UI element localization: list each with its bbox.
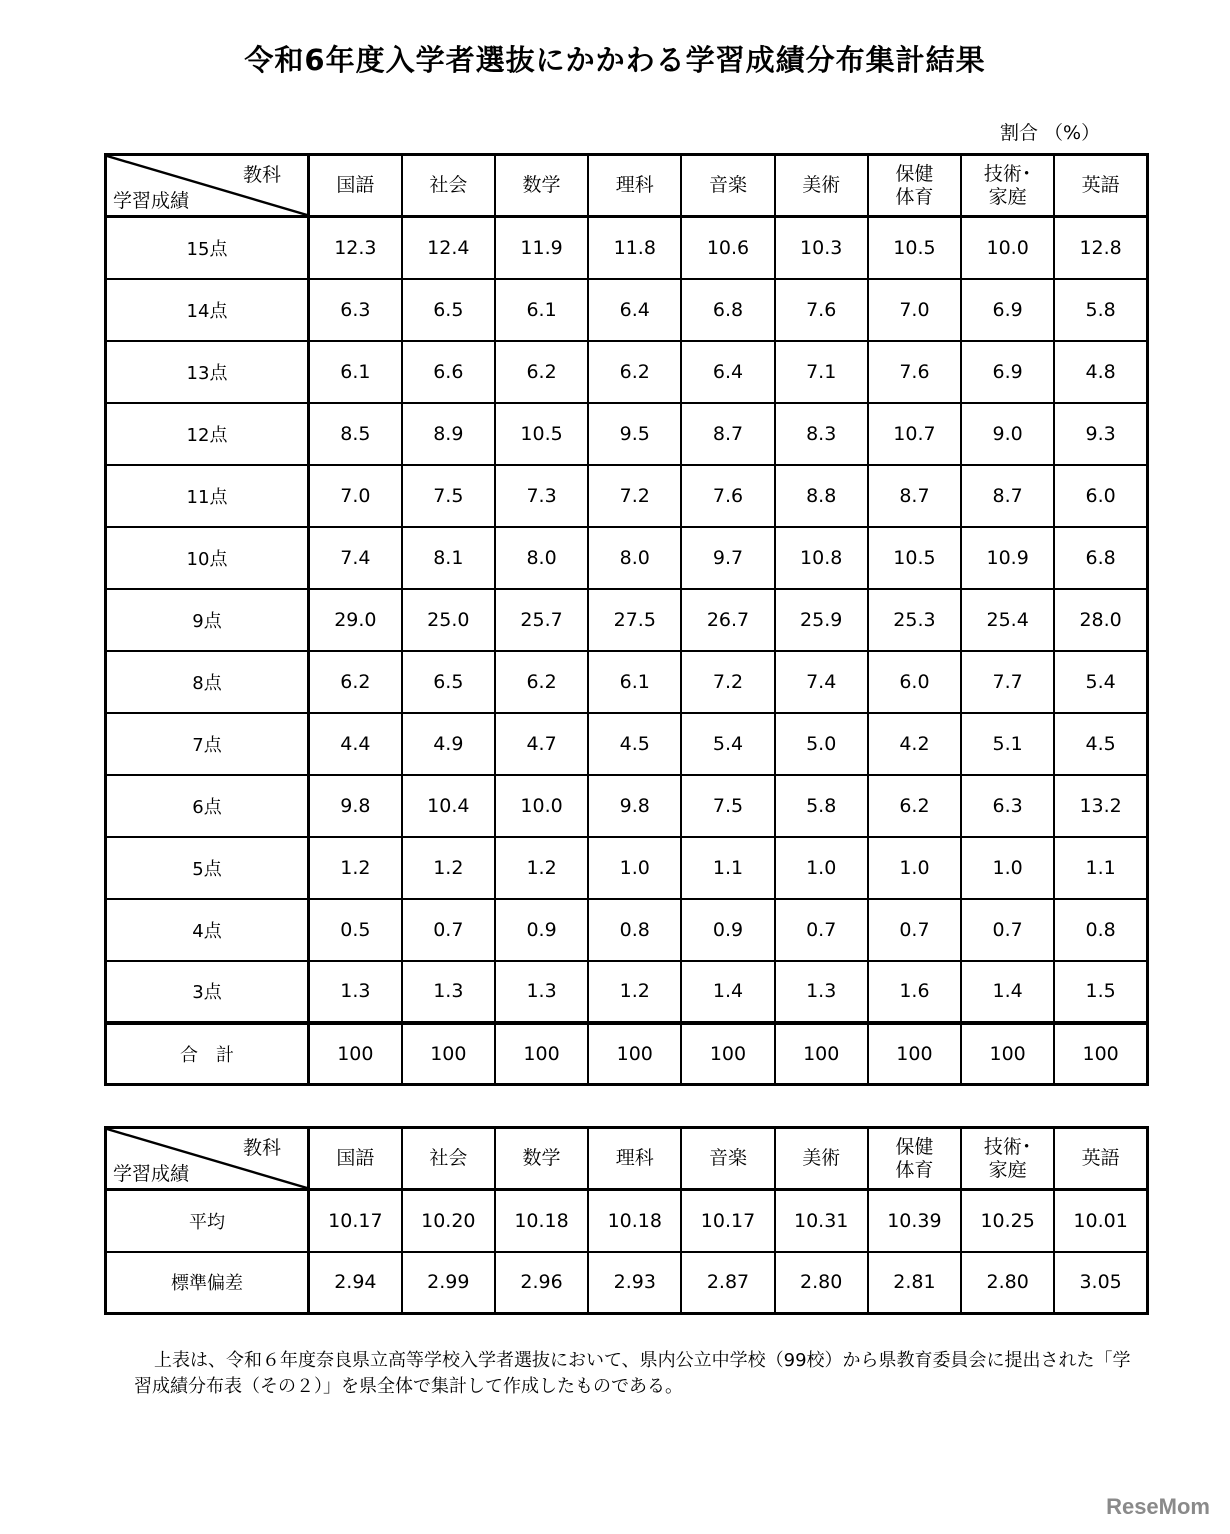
table-cell: 5.0	[775, 713, 868, 775]
table-cell: 10.7	[868, 403, 961, 465]
table-row	[106, 837, 1148, 899]
total-cell: 100	[775, 1023, 868, 1085]
table-cell: 25.7	[495, 589, 588, 651]
table-row	[106, 899, 1148, 961]
table-cell: 10.39	[868, 1190, 961, 1252]
resemom-logo: ReseMom	[1106, 1494, 1210, 1519]
total-cell: 100	[309, 1023, 402, 1085]
row-label: 11点	[106, 465, 309, 527]
total-cell: 100	[681, 1023, 774, 1085]
table-cell: 8.7	[961, 465, 1054, 527]
table-cell: 6.2	[868, 775, 961, 837]
table-cell: 9.7	[681, 527, 774, 589]
subject-header: 音楽	[681, 155, 774, 217]
table-row	[106, 465, 1148, 527]
corner-grade-label: 学習成績	[113, 190, 190, 212]
table-cell: 5.8	[1054, 279, 1147, 341]
row-label: 平均	[106, 1190, 309, 1252]
table-cell: 6.9	[961, 279, 1054, 341]
table-cell: 26.7	[681, 589, 774, 651]
table-row	[106, 217, 1148, 279]
table-cell: 6.9	[961, 341, 1054, 403]
table-cell: 0.8	[588, 899, 681, 961]
subject-header: 国語	[309, 1128, 402, 1190]
table-cell: 4.7	[495, 713, 588, 775]
table-cell: 6.0	[1054, 465, 1147, 527]
corner-header-cell	[106, 1128, 309, 1190]
table-header-row	[106, 1128, 1148, 1190]
table-cell: 10.17	[681, 1190, 774, 1252]
table-cell: 7.4	[775, 651, 868, 713]
row-label: 14点	[106, 279, 309, 341]
table-cell: 10.5	[495, 403, 588, 465]
table-cell: 7.5	[681, 775, 774, 837]
table-cell: 6.5	[402, 279, 495, 341]
table-cell: 8.7	[868, 465, 961, 527]
table-cell: 7.3	[495, 465, 588, 527]
table-cell: 7.0	[868, 279, 961, 341]
table-cell: 2.80	[775, 1252, 868, 1314]
table-cell: 6.3	[961, 775, 1054, 837]
total-cell: 100	[588, 1023, 681, 1085]
table-cell: 6.1	[495, 279, 588, 341]
table-cell: 1.4	[681, 961, 774, 1023]
table-cell: 1.3	[495, 961, 588, 1023]
footnote: 上表は、令和６年度奈良県立高等学校入学者選抜において、県内公立中学校（99校）から県教育委員会に提出された「学習成績分布表（その２）」を県全体で集計して作成したものである。	[134, 1350, 1131, 1397]
table-row	[106, 651, 1148, 713]
subject-header: 社会	[402, 1128, 495, 1190]
table-cell: 10.18	[588, 1190, 681, 1252]
table-cell: 7.1	[775, 341, 868, 403]
table-cell: 11.9	[495, 217, 588, 279]
table-cell: 10.25	[961, 1190, 1054, 1252]
table-cell: 6.1	[588, 651, 681, 713]
table-cell: 7.2	[588, 465, 681, 527]
subject-header: 理科	[588, 1128, 681, 1190]
table-cell: 2.80	[961, 1252, 1054, 1314]
table-cell: 7.6	[681, 465, 774, 527]
table-cell: 4.2	[868, 713, 961, 775]
table-cell: 10.3	[775, 217, 868, 279]
table-cell: 1.3	[775, 961, 868, 1023]
table-cell: 1.4	[961, 961, 1054, 1023]
row-label: 10点	[106, 527, 309, 589]
subject-header: 数学	[495, 1128, 588, 1190]
table-cell: 2.93	[588, 1252, 681, 1314]
table-cell: 1.0	[868, 837, 961, 899]
table-cell: 10.20	[402, 1190, 495, 1252]
table-cell: 8.3	[775, 403, 868, 465]
corner-header-cell	[106, 155, 309, 217]
table-cell: 6.4	[588, 279, 681, 341]
table-cell: 7.4	[309, 527, 402, 589]
corner-subject-label: 教科	[242, 164, 281, 186]
table-cell: 1.6	[868, 961, 961, 1023]
table-row	[106, 713, 1148, 775]
table-cell: 1.2	[588, 961, 681, 1023]
table-cell: 4.9	[402, 713, 495, 775]
table-cell: 1.2	[495, 837, 588, 899]
subject-header: 音楽	[681, 1128, 774, 1190]
table-cell: 6.2	[495, 651, 588, 713]
table-cell: 11.8	[588, 217, 681, 279]
table-cell: 9.8	[588, 775, 681, 837]
table-cell: 9.3	[1054, 403, 1147, 465]
total-label: 合 計	[106, 1023, 309, 1085]
row-label: 12点	[106, 403, 309, 465]
row-label: 9点	[106, 589, 309, 651]
table-cell: 2.96	[495, 1252, 588, 1314]
table-cell: 1.0	[588, 837, 681, 899]
table-cell: 8.0	[588, 527, 681, 589]
table-header-row	[106, 155, 1148, 217]
table-cell: 9.0	[961, 403, 1054, 465]
total-cell: 100	[868, 1023, 961, 1085]
table-row	[106, 279, 1148, 341]
table-cell: 12.8	[1054, 217, 1147, 279]
table-cell: 10.6	[681, 217, 774, 279]
table-cell: 10.5	[868, 527, 961, 589]
row-label: 4点	[106, 899, 309, 961]
table-cell: 1.2	[402, 837, 495, 899]
table-cell: 7.7	[961, 651, 1054, 713]
total-cell: 100	[402, 1023, 495, 1085]
table-cell: 1.3	[309, 961, 402, 1023]
table-cell: 6.0	[868, 651, 961, 713]
table-row	[106, 341, 1148, 403]
subject-header: 技術･ 家庭	[961, 1128, 1054, 1190]
subject-header: 保健 体育	[868, 155, 961, 217]
table-cell: 4.5	[1054, 713, 1147, 775]
table-cell: 2.99	[402, 1252, 495, 1314]
table-cell: 0.7	[868, 899, 961, 961]
row-label: 標準偏差	[106, 1252, 309, 1314]
subject-header: 美術	[775, 1128, 868, 1190]
row-label: 13点	[106, 341, 309, 403]
table-cell: 2.94	[309, 1252, 402, 1314]
table-cell: 0.7	[775, 899, 868, 961]
table-cell: 0.7	[402, 899, 495, 961]
table-cell: 1.0	[775, 837, 868, 899]
table-cell: 6.5	[402, 651, 495, 713]
table-cell: 9.8	[309, 775, 402, 837]
table-cell: 7.0	[309, 465, 402, 527]
table-cell: 28.0	[1054, 589, 1147, 651]
table-cell: 25.3	[868, 589, 961, 651]
table-cell: 1.1	[681, 837, 774, 899]
subject-header: 英語	[1054, 155, 1147, 217]
subject-header: 社会	[402, 155, 495, 217]
corner-grade-label: 学習成績	[113, 1163, 190, 1185]
table-row	[106, 589, 1148, 651]
table-cell: 7.5	[402, 465, 495, 527]
table-cell: 6.1	[309, 341, 402, 403]
table-cell: 0.9	[681, 899, 774, 961]
table-row	[106, 961, 1148, 1023]
table-cell: 0.9	[495, 899, 588, 961]
table-cell: 25.0	[402, 589, 495, 651]
table-cell: 6.8	[1054, 527, 1147, 589]
table-cell: 1.1	[1054, 837, 1147, 899]
table-cell: 5.1	[961, 713, 1054, 775]
table-cell: 27.5	[588, 589, 681, 651]
table-row	[106, 527, 1148, 589]
table-cell: 5.8	[775, 775, 868, 837]
table-cell: 8.0	[495, 527, 588, 589]
table-cell: 13.2	[1054, 775, 1147, 837]
table-row	[106, 403, 1148, 465]
page-title: 令和6年度入学者選抜にかかわる学習成績分布集計結果	[244, 43, 986, 77]
table-cell: 0.5	[309, 899, 402, 961]
table-cell: 29.0	[309, 589, 402, 651]
table-cell: 10.0	[961, 217, 1054, 279]
table-cell: 0.7	[961, 899, 1054, 961]
table-cell: 8.5	[309, 403, 402, 465]
table-cell: 10.8	[775, 527, 868, 589]
row-label: 8点	[106, 651, 309, 713]
row-label: 7点	[106, 713, 309, 775]
table-cell: 3.05	[1054, 1252, 1147, 1314]
table-cell: 10.9	[961, 527, 1054, 589]
table-row	[106, 1252, 1148, 1314]
total-cell: 100	[961, 1023, 1054, 1085]
table-cell: 4.8	[1054, 341, 1147, 403]
unit-label: 割合 （%）	[1000, 122, 1101, 144]
subject-header: 技術･ 家庭	[961, 155, 1054, 217]
table-cell: 9.5	[588, 403, 681, 465]
row-label: 5点	[106, 837, 309, 899]
table-cell: 10.5	[868, 217, 961, 279]
total-row	[106, 1023, 1148, 1085]
table-cell: 8.1	[402, 527, 495, 589]
table-cell: 6.3	[309, 279, 402, 341]
stats-table	[104, 1126, 1149, 1315]
table-cell: 1.5	[1054, 961, 1147, 1023]
row-label: 3点	[106, 961, 309, 1023]
table-cell: 8.7	[681, 403, 774, 465]
table-cell: 7.6	[775, 279, 868, 341]
subject-header: 理科	[588, 155, 681, 217]
table-cell: 7.6	[868, 341, 961, 403]
table-cell: 10.31	[775, 1190, 868, 1252]
table-cell: 0.8	[1054, 899, 1147, 961]
table-cell: 6.2	[588, 341, 681, 403]
table-cell: 6.6	[402, 341, 495, 403]
total-cell: 100	[1054, 1023, 1147, 1085]
distribution-table	[104, 153, 1149, 1086]
table-cell: 1.2	[309, 837, 402, 899]
table-cell: 6.4	[681, 341, 774, 403]
table-cell: 6.2	[495, 341, 588, 403]
corner-subject-label: 教科	[242, 1137, 281, 1159]
subject-header: 美術	[775, 155, 868, 217]
table-cell: 1.0	[961, 837, 1054, 899]
subject-header: 数学	[495, 155, 588, 217]
table-cell: 4.5	[588, 713, 681, 775]
table-cell: 8.9	[402, 403, 495, 465]
table-cell: 7.2	[681, 651, 774, 713]
table-row	[106, 1190, 1148, 1252]
subject-header: 英語	[1054, 1128, 1147, 1190]
table-cell: 10.4	[402, 775, 495, 837]
table-row	[106, 775, 1148, 837]
total-cell: 100	[495, 1023, 588, 1085]
table-cell: 10.18	[495, 1190, 588, 1252]
table-cell: 1.3	[402, 961, 495, 1023]
table-cell: 12.4	[402, 217, 495, 279]
table-cell: 8.8	[775, 465, 868, 527]
table-cell: 10.01	[1054, 1190, 1147, 1252]
table-cell: 6.8	[681, 279, 774, 341]
table-cell: 2.87	[681, 1252, 774, 1314]
table-cell: 2.81	[868, 1252, 961, 1314]
table-cell: 5.4	[681, 713, 774, 775]
table-cell: 5.4	[1054, 651, 1147, 713]
table-cell: 25.9	[775, 589, 868, 651]
row-label: 6点	[106, 775, 309, 837]
table-cell: 25.4	[961, 589, 1054, 651]
table-cell: 6.2	[309, 651, 402, 713]
subject-header: 国語	[309, 155, 402, 217]
subject-header: 保健 体育	[868, 1128, 961, 1190]
table-cell: 10.17	[309, 1190, 402, 1252]
table-cell: 12.3	[309, 217, 402, 279]
row-label: 15点	[106, 217, 309, 279]
table-cell: 10.0	[495, 775, 588, 837]
table-cell: 4.4	[309, 713, 402, 775]
